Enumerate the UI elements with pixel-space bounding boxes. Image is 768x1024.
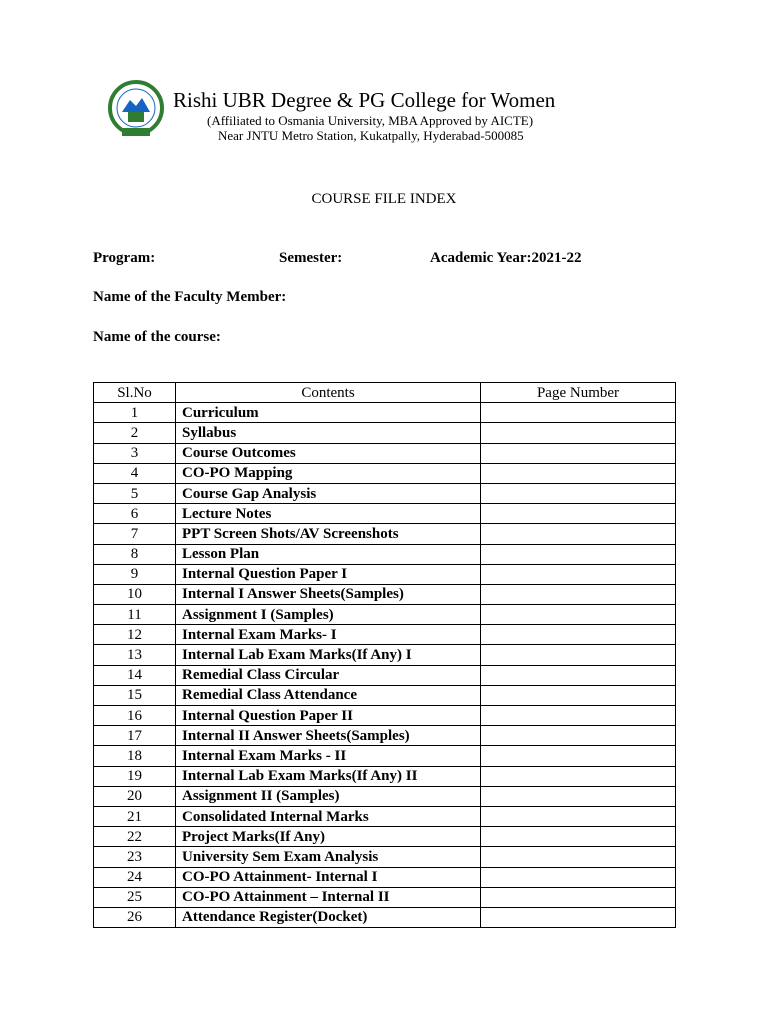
row-sl-no: 18 <box>94 746 176 766</box>
table-row <box>94 907 676 927</box>
table-row <box>94 504 676 524</box>
table-row <box>94 766 676 786</box>
header-sl-no: Sl.No <box>94 383 176 403</box>
row-content: PPT Screen Shots/AV Screenshots <box>176 524 481 544</box>
row-content: Project Marks(If Any) <box>176 827 481 847</box>
row-sl-no: 22 <box>94 827 176 847</box>
row-sl-no: 1 <box>94 403 176 423</box>
row-page-number <box>481 564 676 584</box>
row-content: Lecture Notes <box>176 504 481 524</box>
college-emblem-icon <box>108 78 164 142</box>
row-sl-no: 16 <box>94 706 176 726</box>
row-content: Internal Question Paper II <box>176 706 481 726</box>
row-sl-no: 19 <box>94 766 176 786</box>
row-page-number <box>481 584 676 604</box>
row-content: CO-PO Attainment- Internal I <box>176 867 481 887</box>
college-name: Rishi UBR Degree & PG College for Women <box>173 88 556 112</box>
row-content: Assignment II (Samples) <box>176 786 481 806</box>
row-page-number <box>481 726 676 746</box>
row-page-number <box>481 867 676 887</box>
row-page-number <box>481 665 676 685</box>
table-row <box>94 827 676 847</box>
row-sl-no: 20 <box>94 786 176 806</box>
row-content: Internal II Answer Sheets(Samples) <box>176 726 481 746</box>
row-content: Curriculum <box>176 403 481 423</box>
row-sl-no: 8 <box>94 544 176 564</box>
row-sl-no: 4 <box>94 463 176 483</box>
table-row <box>94 605 676 625</box>
row-sl-no: 15 <box>94 685 176 705</box>
row-content: Attendance Register(Docket) <box>176 907 481 927</box>
row-page-number <box>481 625 676 645</box>
row-content: CO-PO Attainment – Internal II <box>176 887 481 907</box>
row-page-number <box>481 483 676 503</box>
row-page-number <box>481 827 676 847</box>
row-sl-no: 25 <box>94 887 176 907</box>
row-content: Lesson Plan <box>176 544 481 564</box>
academic-year-label: Academic Year:2021-22 <box>430 250 582 266</box>
row-content: Course Outcomes <box>176 443 481 463</box>
row-sl-no: 3 <box>94 443 176 463</box>
table-row <box>94 423 676 443</box>
row-page-number <box>481 766 676 786</box>
document-title: COURSE FILE INDEX <box>311 191 457 207</box>
row-content: Internal Exam Marks - II <box>176 746 481 766</box>
row-page-number <box>481 403 676 423</box>
header-contents: Contents <box>176 383 481 403</box>
row-content: Course Gap Analysis <box>176 483 481 503</box>
row-page-number <box>481 706 676 726</box>
row-page-number <box>481 746 676 766</box>
row-sl-no: 6 <box>94 504 176 524</box>
row-sl-no: 11 <box>94 605 176 625</box>
row-content: Internal Lab Exam Marks(If Any) II <box>176 766 481 786</box>
row-content: Internal Exam Marks- I <box>176 625 481 645</box>
row-sl-no: 12 <box>94 625 176 645</box>
table-row <box>94 665 676 685</box>
table-row <box>94 786 676 806</box>
row-page-number <box>481 423 676 443</box>
table-row <box>94 564 676 584</box>
row-sl-no: 21 <box>94 806 176 826</box>
row-page-number <box>481 806 676 826</box>
row-content: Internal I Answer Sheets(Samples) <box>176 584 481 604</box>
row-content: Internal Question Paper I <box>176 564 481 584</box>
row-content: Remedial Class Attendance <box>176 685 481 705</box>
table-row <box>94 625 676 645</box>
row-sl-no: 9 <box>94 564 176 584</box>
table-row <box>94 403 676 423</box>
row-sl-no: 5 <box>94 483 176 503</box>
table-row <box>94 706 676 726</box>
table-row <box>94 746 676 766</box>
row-page-number <box>481 786 676 806</box>
semester-label: Semester: <box>279 250 343 266</box>
row-content: University Sem Exam Analysis <box>176 847 481 867</box>
course-index-table <box>93 382 676 928</box>
row-page-number <box>481 887 676 907</box>
letterhead <box>0 78 768 148</box>
row-page-number <box>481 524 676 544</box>
faculty-name-label: Name of the Faculty Member: <box>93 289 287 305</box>
row-content: Syllabus <box>176 423 481 443</box>
row-page-number <box>481 907 676 927</box>
row-content: Internal Lab Exam Marks(If Any) I <box>176 645 481 665</box>
row-page-number <box>481 463 676 483</box>
row-sl-no: 23 <box>94 847 176 867</box>
program-label: Program: <box>93 250 156 266</box>
row-sl-no: 7 <box>94 524 176 544</box>
table-row <box>94 685 676 705</box>
table-row <box>94 645 676 665</box>
table-row <box>94 463 676 483</box>
course-name-label: Name of the course: <box>93 329 221 345</box>
table-row <box>94 524 676 544</box>
row-sl-no: 2 <box>94 423 176 443</box>
row-page-number <box>481 605 676 625</box>
table-row <box>94 847 676 867</box>
row-page-number <box>481 504 676 524</box>
row-page-number <box>481 544 676 564</box>
table-row <box>94 867 676 887</box>
row-sl-no: 24 <box>94 867 176 887</box>
table-header-row <box>94 383 676 403</box>
row-content: Assignment I (Samples) <box>176 605 481 625</box>
table-row <box>94 544 676 564</box>
affiliation-line: (Affiliated to Osmania University, MBA Approved by AICTE) <box>207 113 534 128</box>
row-page-number <box>481 443 676 463</box>
row-page-number <box>481 685 676 705</box>
row-content: Remedial Class Circular <box>176 665 481 685</box>
row-sl-no: 26 <box>94 907 176 927</box>
table-row <box>94 483 676 503</box>
table-row <box>94 887 676 907</box>
row-content: Consolidated Internal Marks <box>176 806 481 826</box>
table-row <box>94 584 676 604</box>
row-content: CO-PO Mapping <box>176 463 481 483</box>
row-page-number <box>481 645 676 665</box>
table-row <box>94 726 676 746</box>
table-row <box>94 443 676 463</box>
row-page-number <box>481 847 676 867</box>
row-sl-no: 10 <box>94 584 176 604</box>
row-sl-no: 13 <box>94 645 176 665</box>
header-page-number: Page Number <box>481 383 676 403</box>
address-line: Near JNTU Metro Station, Kukatpally, Hyderabad-500085 <box>218 128 524 143</box>
row-sl-no: 14 <box>94 665 176 685</box>
table-row <box>94 806 676 826</box>
row-sl-no: 17 <box>94 726 176 746</box>
